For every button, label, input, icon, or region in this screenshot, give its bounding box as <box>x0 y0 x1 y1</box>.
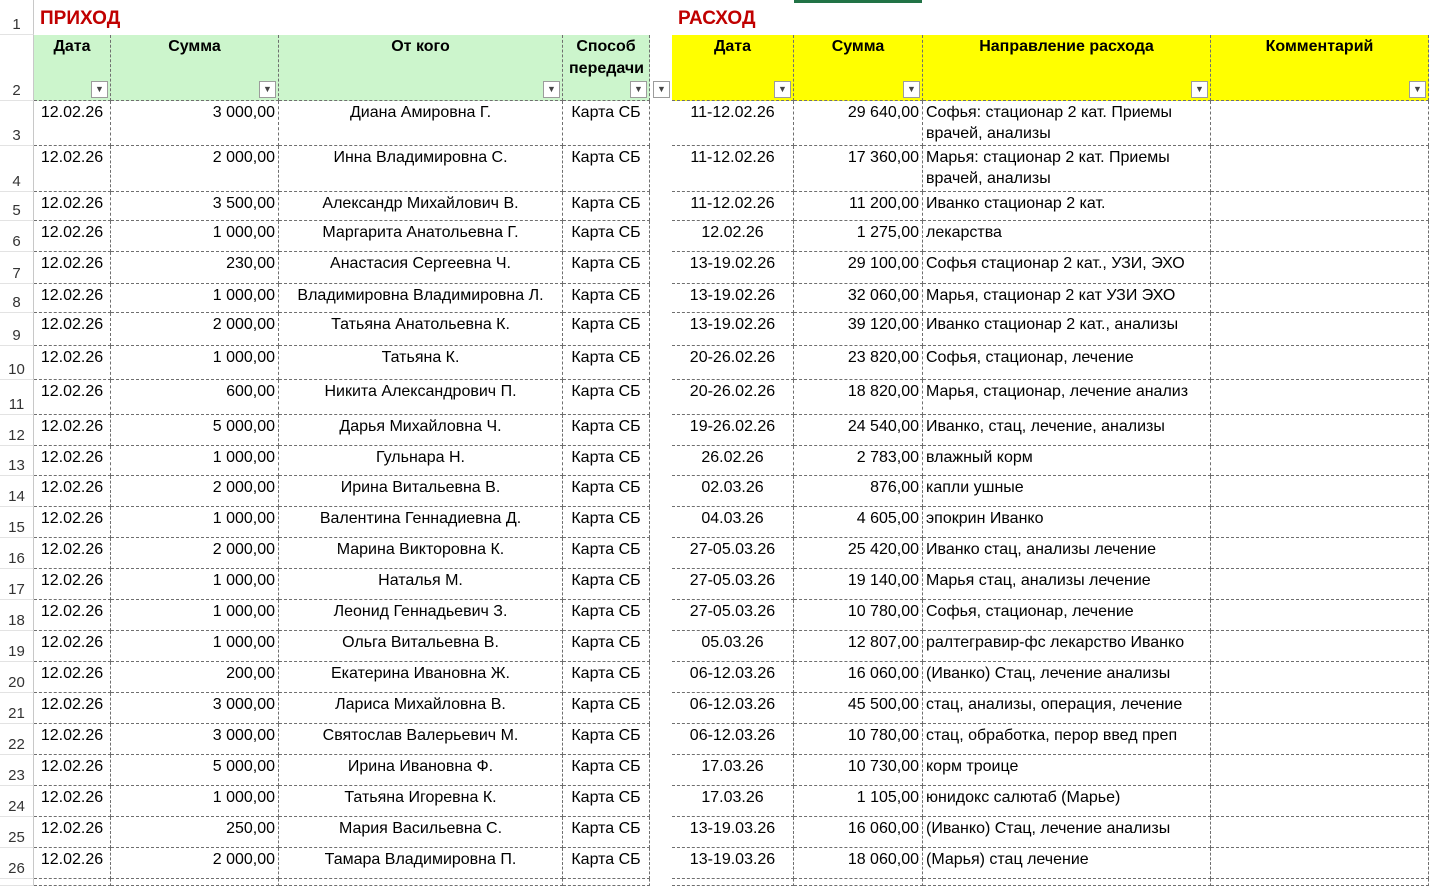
income-amount-cell[interactable]: 2 000,00 <box>111 313 279 346</box>
expense-date-cell[interactable]: 13-19.02.26 <box>672 252 794 284</box>
expense-comment-cell[interactable] <box>1211 221 1429 252</box>
income-date-cell[interactable]: 12.02.26 <box>34 192 111 221</box>
row-header[interactable] <box>0 848 34 879</box>
row-number: 17 <box>8 581 25 598</box>
income-from-cell[interactable]: Анастасия Сергеевна Ч. <box>279 252 563 284</box>
income-amount-cell[interactable]: 2 000,00 <box>111 146 279 192</box>
row-number: 25 <box>8 829 25 846</box>
row-header[interactable] <box>0 600 34 631</box>
row-number: 16 <box>8 550 25 567</box>
income-from-cell[interactable]: Татьяна Анатольевна К. <box>279 313 563 346</box>
expense-comment-cell[interactable] <box>1211 507 1429 538</box>
income-date-cell[interactable]: 12.02.26 <box>34 415 111 446</box>
expense-purpose-cell[interactable]: Марья стац, анализы лечение <box>923 569 1211 600</box>
row-header[interactable] <box>0 755 34 786</box>
row-number: 14 <box>8 488 25 505</box>
filter-dropdown-icon[interactable]: ▼ <box>1409 81 1426 98</box>
income-amount-cell[interactable]: 3 000,00 <box>111 724 279 755</box>
expense-date-cell[interactable]: 27-05.03.26 <box>672 600 794 631</box>
income-amount-cell[interactable]: 1 000,00 <box>111 446 279 476</box>
expense-purpose-cell[interactable]: эпокрин Иванко <box>923 507 1211 538</box>
income-date-cell[interactable]: 12.02.26 <box>34 693 111 724</box>
income-date-cell[interactable]: 12.02.26 <box>34 101 111 146</box>
income-date-cell[interactable]: 12.02.26 <box>34 817 111 848</box>
expense-title: РАСХОД <box>678 8 756 29</box>
income-from-cell[interactable]: Марина Викторовна К. <box>279 538 563 569</box>
expense-purpose-cell[interactable]: влажный корм <box>923 446 1211 476</box>
income-title: ПРИХОД <box>40 8 121 29</box>
income-amount-cell[interactable]: 2 000,00 <box>111 538 279 569</box>
income-from-cell[interactable]: Гульнара Н. <box>279 446 563 476</box>
income-date-cell[interactable]: 12.02.26 <box>34 476 111 507</box>
income-method-cell[interactable]: Карта СБ <box>563 192 650 221</box>
row-header[interactable] <box>0 101 34 146</box>
expense-amount-cell[interactable]: 32 060,00 <box>794 284 923 313</box>
expense-amount-cell[interactable]: 10 730,00 <box>794 755 923 786</box>
income-amount-cell[interactable]: 2 000,00 <box>111 848 279 879</box>
expense-purpose-cell[interactable]: стац, обработка, перор введ преп <box>923 724 1211 755</box>
expense-date-cell[interactable]: 27-05.03.26 <box>672 569 794 600</box>
expense-purpose-cell[interactable]: (Марья) стац лечение <box>923 848 1211 879</box>
income-amount-cell[interactable]: 5 000,00 <box>111 415 279 446</box>
income-method-cell[interactable]: Карта СБ <box>563 380 650 415</box>
row-number: 6 <box>12 233 21 250</box>
income-date-cell[interactable]: 12.02.26 <box>34 313 111 346</box>
expense-date-cell[interactable]: 12.02.26 <box>672 221 794 252</box>
income-from-cell[interactable]: Леонид Геннадьевич З. <box>279 600 563 631</box>
expense-comment-cell[interactable] <box>1211 380 1429 415</box>
expense-purpose-cell[interactable]: юнидокс салютаб (Марье) <box>923 786 1211 817</box>
row-header[interactable] <box>0 415 34 446</box>
expense-header-3: Комментарий <box>1211 35 1429 101</box>
income-date-cell[interactable]: 12.02.26 <box>34 724 111 755</box>
expense-comment-cell[interactable] <box>1211 786 1429 817</box>
expense-amount-cell[interactable]: 4 605,00 <box>794 507 923 538</box>
income-cell-partial[interactable] <box>563 879 650 886</box>
income-date-cell[interactable]: 12.02.26 <box>34 786 111 817</box>
expense-amount-cell[interactable]: 29 640,00 <box>794 101 923 146</box>
row-number: 8 <box>12 294 21 311</box>
income-date-cell[interactable]: 12.02.26 <box>34 600 111 631</box>
income-date-cell[interactable]: 12.02.26 <box>34 221 111 252</box>
expense-purpose-cell[interactable]: Иванко стац, анализы лечение <box>923 538 1211 569</box>
expense-cell-partial[interactable] <box>672 879 794 886</box>
income-from-cell[interactable]: Татьяна Игоревна К. <box>279 786 563 817</box>
expense-amount-cell[interactable]: 25 420,00 <box>794 538 923 569</box>
row-header[interactable] <box>0 284 34 313</box>
income-from-cell[interactable]: Екатерина Ивановна Ж. <box>279 662 563 693</box>
expense-purpose-cell[interactable]: Марья, стационар 2 кат УЗИ ЭХО <box>923 284 1211 313</box>
expense-purpose-cell[interactable]: Марья: стационар 2 кат. Приемы врачей, анализы <box>923 146 1211 192</box>
expense-date-cell[interactable]: 20-26.02.26 <box>672 346 794 380</box>
income-method-cell[interactable]: Карта СБ <box>563 146 650 192</box>
income-cell-partial[interactable] <box>111 879 279 886</box>
income-amount-cell[interactable]: 3 000,00 <box>111 693 279 724</box>
expense-date-cell[interactable]: 05.03.26 <box>672 631 794 662</box>
income-date-cell[interactable]: 12.02.26 <box>34 146 111 192</box>
income-date-cell[interactable]: 12.02.26 <box>34 631 111 662</box>
income-method-cell[interactable]: Карта СБ <box>563 724 650 755</box>
expense-header-2: Направление расхода <box>923 35 1211 101</box>
expense-date-cell[interactable]: 19-26.02.26 <box>672 415 794 446</box>
income-from-cell[interactable]: Владимировна Владимировна Л. <box>279 284 563 313</box>
income-method-cell[interactable]: Карта СБ <box>563 284 650 313</box>
income-date-cell[interactable]: 12.02.26 <box>34 755 111 786</box>
income-method-cell[interactable]: Карта СБ <box>563 476 650 507</box>
income-amount-cell[interactable]: 1 000,00 <box>111 569 279 600</box>
row-header[interactable] <box>0 446 34 476</box>
income-method-cell[interactable]: Карта СБ <box>563 662 650 693</box>
row-number: 23 <box>8 767 25 784</box>
income-method-cell[interactable]: Карта СБ <box>563 848 650 879</box>
expense-comment-cell[interactable] <box>1211 346 1429 380</box>
row-header[interactable] <box>0 724 34 755</box>
filter-dropdown-icon[interactable]: ▼ <box>630 81 647 98</box>
row-header[interactable] <box>0 476 34 507</box>
income-from-cell[interactable]: Валентина Геннадиевна Д. <box>279 507 563 538</box>
expense-purpose-cell[interactable]: корм троице <box>923 755 1211 786</box>
expense-comment-cell[interactable] <box>1211 538 1429 569</box>
expense-purpose-cell[interactable]: Софья стационар 2 кат., УЗИ, ЭХО <box>923 252 1211 284</box>
income-date-cell[interactable]: 12.02.26 <box>34 507 111 538</box>
expense-purpose-cell[interactable]: (Иванко) Стац, лечение анализы <box>923 662 1211 693</box>
expense-purpose-cell[interactable]: Софья, стационар, лечение <box>923 346 1211 380</box>
row-header[interactable] <box>0 631 34 662</box>
income-amount-cell[interactable]: 1 000,00 <box>111 786 279 817</box>
income-amount-cell[interactable]: 600,00 <box>111 380 279 415</box>
expense-header-0: Дата <box>672 35 794 101</box>
income-from-cell[interactable]: Святослав Валерьевич М. <box>279 724 563 755</box>
row-header[interactable] <box>0 817 34 848</box>
row-number: 10 <box>8 361 25 378</box>
expense-date-cell[interactable]: 06-12.03.26 <box>672 662 794 693</box>
income-method-cell[interactable]: Карта СБ <box>563 693 650 724</box>
income-method-cell[interactable]: Карта СБ <box>563 755 650 786</box>
row-header[interactable] <box>0 0 34 35</box>
income-header-0: Дата <box>34 35 111 101</box>
row-number: 20 <box>8 674 25 691</box>
expense-amount-cell[interactable]: 16 060,00 <box>794 817 923 848</box>
income-date-cell[interactable]: 12.02.26 <box>34 569 111 600</box>
income-date-cell[interactable]: 12.02.26 <box>34 284 111 313</box>
row-number: 4 <box>12 173 21 190</box>
expense-purpose-cell[interactable]: Софья, стационар, лечение <box>923 600 1211 631</box>
income-method-cell[interactable]: Карта СБ <box>563 631 650 662</box>
income-from-cell[interactable]: Диана Амировна Г. <box>279 101 563 146</box>
income-cell-partial[interactable] <box>34 879 111 886</box>
income-from-cell[interactable]: Ирина Витальевна В. <box>279 476 563 507</box>
filter-dropdown-icon[interactable]: ▼ <box>903 81 920 98</box>
row-header[interactable] <box>0 538 34 569</box>
income-date-cell[interactable]: 12.02.26 <box>34 538 111 569</box>
income-method-cell[interactable]: Карта СБ <box>563 817 650 848</box>
expense-date-cell[interactable]: 11-12.02.26 <box>672 101 794 146</box>
expense-amount-cell[interactable]: 11 200,00 <box>794 192 923 221</box>
row-number: 26 <box>8 860 25 877</box>
expense-comment-cell[interactable] <box>1211 631 1429 662</box>
row-number: 12 <box>8 427 25 444</box>
income-method-cell[interactable]: Карта СБ <box>563 569 650 600</box>
income-date-cell[interactable]: 12.02.26 <box>34 848 111 879</box>
expense-purpose-cell[interactable]: Иванко, стац, лечение, анализы <box>923 415 1211 446</box>
income-from-cell[interactable]: Ирина Ивановна Ф. <box>279 755 563 786</box>
expense-comment-cell[interactable] <box>1211 662 1429 693</box>
expense-comment-cell[interactable] <box>1211 600 1429 631</box>
income-from-cell[interactable]: Инна Владимировна С. <box>279 146 563 192</box>
expense-date-cell[interactable]: 11-12.02.26 <box>672 192 794 221</box>
filter-dropdown-icon[interactable]: ▼ <box>91 81 108 98</box>
expense-amount-cell[interactable]: 12 807,00 <box>794 631 923 662</box>
income-method-cell[interactable]: Карта СБ <box>563 415 650 446</box>
expense-purpose-cell[interactable]: Иванко стационар 2 кат. <box>923 192 1211 221</box>
expense-comment-cell[interactable] <box>1211 146 1429 192</box>
expense-comment-cell[interactable] <box>1211 693 1429 724</box>
income-cell-partial[interactable] <box>279 879 563 886</box>
row-number: 1 <box>12 16 21 33</box>
expense-comment-cell[interactable] <box>1211 476 1429 507</box>
income-from-cell[interactable]: Ольга Витальевна В. <box>279 631 563 662</box>
income-amount-cell[interactable]: 1 000,00 <box>111 221 279 252</box>
row-number: 3 <box>12 127 21 144</box>
income-amount-cell[interactable]: 2 000,00 <box>111 476 279 507</box>
filter-dropdown-icon[interactable]: ▼ <box>653 81 670 98</box>
expense-header-1: Сумма <box>794 35 923 101</box>
expense-comment-cell[interactable] <box>1211 252 1429 284</box>
income-from-cell[interactable]: Маргарита Анатольевна Г. <box>279 221 563 252</box>
expense-purpose-cell[interactable]: ралтегравир-фс лекарство Иванко <box>923 631 1211 662</box>
row-number: 15 <box>8 519 25 536</box>
row-number: 18 <box>8 612 25 629</box>
expense-amount-cell[interactable]: 10 780,00 <box>794 600 923 631</box>
expense-amount-cell[interactable]: 18 060,00 <box>794 848 923 879</box>
row-header[interactable] <box>0 252 34 284</box>
row-number: 11 <box>8 396 25 413</box>
expense-amount-cell[interactable]: 18 820,00 <box>794 380 923 415</box>
expense-date-cell[interactable]: 20-26.02.26 <box>672 380 794 415</box>
income-amount-cell[interactable]: 1 000,00 <box>111 284 279 313</box>
expense-cell-partial[interactable] <box>1211 879 1429 886</box>
row-number: 13 <box>8 457 25 474</box>
expense-comment-cell[interactable] <box>1211 724 1429 755</box>
row-header[interactable] <box>0 569 34 600</box>
expense-amount-cell[interactable]: 23 820,00 <box>794 346 923 380</box>
income-method-cell[interactable]: Карта СБ <box>563 346 650 380</box>
income-date-cell[interactable]: 12.02.26 <box>34 662 111 693</box>
row-header[interactable] <box>0 693 34 724</box>
expense-amount-cell[interactable]: 19 140,00 <box>794 569 923 600</box>
income-from-cell[interactable]: Тамара Владимировна П. <box>279 848 563 879</box>
row-header[interactable] <box>0 35 34 101</box>
income-method-cell[interactable]: Карта СБ <box>563 786 650 817</box>
expense-comment-cell[interactable] <box>1211 101 1429 146</box>
expense-amount-cell[interactable]: 17 360,00 <box>794 146 923 192</box>
expense-comment-cell[interactable] <box>1211 415 1429 446</box>
expense-comment-cell[interactable] <box>1211 284 1429 313</box>
expense-date-cell[interactable]: 13-19.02.26 <box>672 284 794 313</box>
row-number: 19 <box>8 643 25 660</box>
expense-amount-cell[interactable]: 29 100,00 <box>794 252 923 284</box>
income-from-cell[interactable]: Лариса Михайловна В. <box>279 693 563 724</box>
row-number: 21 <box>8 705 25 722</box>
income-header-3: Способ передачи <box>563 35 650 101</box>
expense-purpose-cell[interactable]: Марья, стационар, лечение анализ <box>923 380 1211 415</box>
column-spacer <box>650 0 672 886</box>
income-amount-cell[interactable]: 3 000,00 <box>111 101 279 146</box>
expense-amount-cell[interactable]: 16 060,00 <box>794 662 923 693</box>
income-date-cell[interactable]: 12.02.26 <box>34 346 111 380</box>
income-from-cell[interactable]: Мария Васильевна С. <box>279 817 563 848</box>
income-amount-cell[interactable]: 1 000,00 <box>111 600 279 631</box>
row-header[interactable] <box>0 313 34 346</box>
expense-purpose-cell[interactable]: Софья: стационар 2 кат. Приемы врачей, анализы <box>923 101 1211 146</box>
expense-date-cell[interactable]: 13-19.02.26 <box>672 313 794 346</box>
expense-comment-cell[interactable] <box>1211 848 1429 879</box>
filter-dropdown-icon[interactable]: ▼ <box>774 81 791 98</box>
expense-comment-cell[interactable] <box>1211 817 1429 848</box>
income-from-cell[interactable]: Наталья М. <box>279 569 563 600</box>
expense-comment-cell[interactable] <box>1211 313 1429 346</box>
row-header[interactable] <box>0 507 34 538</box>
filter-dropdown-icon[interactable]: ▼ <box>259 81 276 98</box>
income-amount-cell[interactable]: 250,00 <box>111 817 279 848</box>
income-method-cell[interactable]: Карта СБ <box>563 101 650 146</box>
expense-amount-cell[interactable]: 2 783,00 <box>794 446 923 476</box>
expense-date-cell[interactable]: 06-12.03.26 <box>672 724 794 755</box>
income-amount-cell[interactable]: 1 000,00 <box>111 346 279 380</box>
row-number: 22 <box>8 736 25 753</box>
expense-date-cell[interactable]: 17.03.26 <box>672 786 794 817</box>
row-header[interactable] <box>0 380 34 415</box>
income-from-cell[interactable]: Никита Александрович П. <box>279 380 563 415</box>
row-header[interactable] <box>0 192 34 221</box>
income-from-cell[interactable]: Татьяна К. <box>279 346 563 380</box>
expense-purpose-cell[interactable]: Иванко стационар 2 кат., анализы <box>923 313 1211 346</box>
expense-comment-cell[interactable] <box>1211 446 1429 476</box>
income-amount-cell[interactable]: 1 000,00 <box>111 507 279 538</box>
row-header[interactable] <box>0 146 34 192</box>
expense-purpose-cell[interactable]: капли ушные <box>923 476 1211 507</box>
expense-date-cell[interactable]: 11-12.02.26 <box>672 146 794 192</box>
income-amount-cell[interactable]: 230,00 <box>111 252 279 284</box>
income-method-cell[interactable]: Карта СБ <box>563 538 650 569</box>
row-header[interactable] <box>0 221 34 252</box>
income-amount-cell[interactable]: 200,00 <box>111 662 279 693</box>
expense-date-cell[interactable]: 02.03.26 <box>672 476 794 507</box>
expense-date-cell[interactable]: 04.03.26 <box>672 507 794 538</box>
income-amount-cell[interactable]: 1 000,00 <box>111 631 279 662</box>
row-number: 9 <box>12 327 21 344</box>
income-date-cell[interactable]: 12.02.26 <box>34 446 111 476</box>
expense-date-cell[interactable]: 26.02.26 <box>672 446 794 476</box>
expense-purpose-cell[interactable]: (Иванко) Стац, лечение анализы <box>923 817 1211 848</box>
expense-date-cell[interactable]: 17.03.26 <box>672 755 794 786</box>
expense-amount-cell[interactable]: 45 500,00 <box>794 693 923 724</box>
expense-date-cell[interactable]: 13-19.03.26 <box>672 817 794 848</box>
expense-date-cell[interactable]: 06-12.03.26 <box>672 693 794 724</box>
income-date-cell[interactable]: 12.02.26 <box>34 380 111 415</box>
row-header[interactable] <box>0 346 34 380</box>
expense-date-cell[interactable]: 13-19.03.26 <box>672 848 794 879</box>
expense-amount-cell[interactable]: 1 105,00 <box>794 786 923 817</box>
row-number: 7 <box>12 265 21 282</box>
row-header[interactable] <box>0 879 34 886</box>
income-header-2: От кого <box>279 35 563 101</box>
expense-purpose-cell[interactable]: лекарства <box>923 221 1211 252</box>
row-number: 2 <box>12 82 21 99</box>
expense-purpose-cell[interactable]: стац, анализы, операция, лечение <box>923 693 1211 724</box>
expense-cell-partial[interactable] <box>794 879 923 886</box>
expense-amount-cell[interactable]: 1 275,00 <box>794 221 923 252</box>
income-method-cell[interactable]: Карта СБ <box>563 221 650 252</box>
income-amount-cell[interactable]: 3 500,00 <box>111 192 279 221</box>
expense-amount-cell[interactable]: 876,00 <box>794 476 923 507</box>
expense-date-cell[interactable]: 27-05.03.26 <box>672 538 794 569</box>
row-number: 24 <box>8 798 25 815</box>
expense-comment-cell[interactable] <box>1211 569 1429 600</box>
filter-dropdown-icon[interactable]: ▼ <box>543 81 560 98</box>
income-from-cell[interactable]: Дарья Михайловна Ч. <box>279 415 563 446</box>
income-method-cell[interactable]: Карта СБ <box>563 507 650 538</box>
expense-amount-cell[interactable]: 24 540,00 <box>794 415 923 446</box>
income-method-cell[interactable]: Карта СБ <box>563 252 650 284</box>
income-amount-cell[interactable]: 5 000,00 <box>111 755 279 786</box>
income-date-cell[interactable]: 12.02.26 <box>34 252 111 284</box>
income-from-cell[interactable]: Александр Михайлович В. <box>279 192 563 221</box>
income-method-cell[interactable]: Карта СБ <box>563 600 650 631</box>
income-method-cell[interactable]: Карта СБ <box>563 313 650 346</box>
expense-amount-cell[interactable]: 39 120,00 <box>794 313 923 346</box>
filter-dropdown-icon[interactable]: ▼ <box>1191 81 1208 98</box>
expense-comment-cell[interactable] <box>1211 192 1429 221</box>
income-method-cell[interactable]: Карта СБ <box>563 446 650 476</box>
expense-comment-cell[interactable] <box>1211 755 1429 786</box>
income-header-1: Сумма <box>111 35 279 101</box>
row-number: 5 <box>12 202 21 219</box>
expense-amount-cell[interactable]: 10 780,00 <box>794 724 923 755</box>
row-header[interactable] <box>0 662 34 693</box>
expense-cell-partial[interactable] <box>923 879 1211 886</box>
row-header[interactable] <box>0 786 34 817</box>
